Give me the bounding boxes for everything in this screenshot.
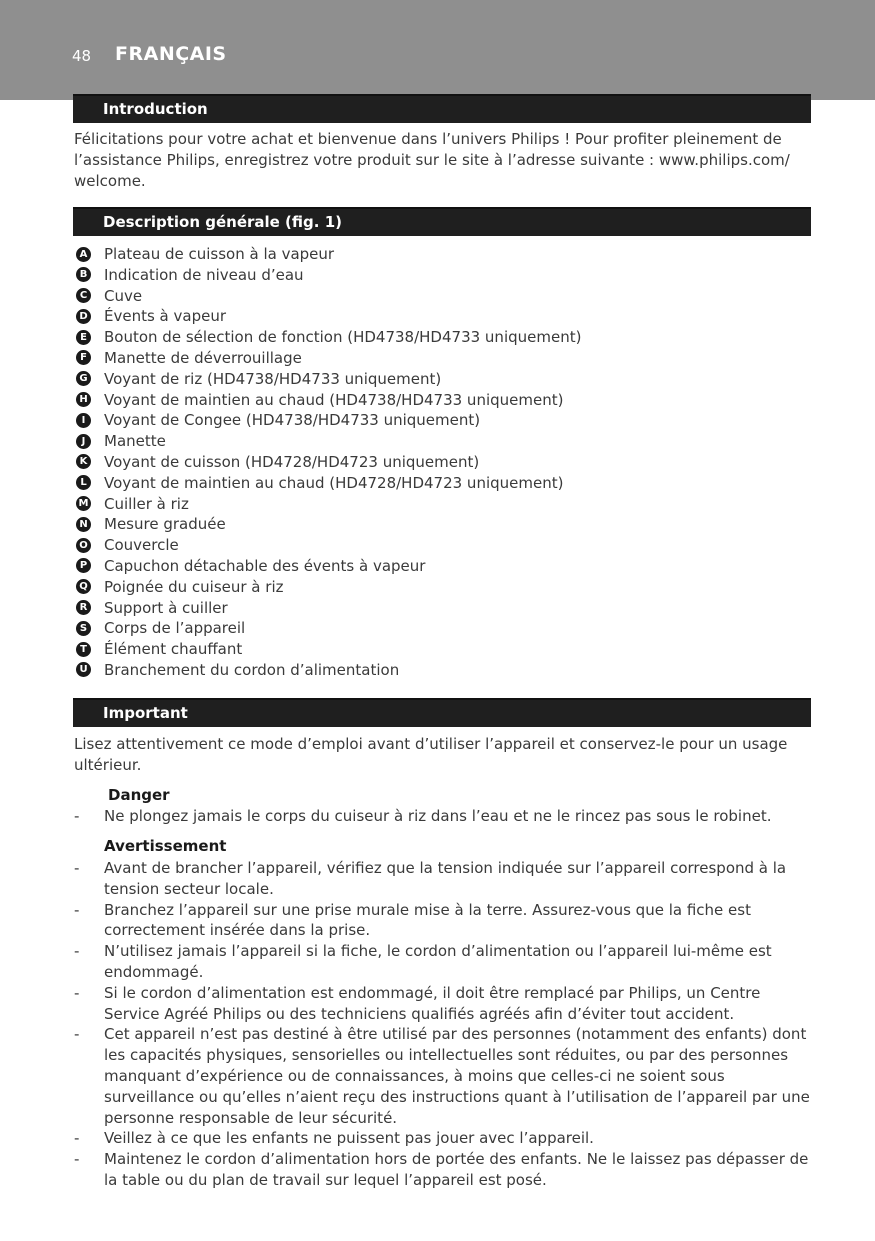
list-item-text: Poignée du cuiseur à riz [104, 577, 284, 596]
list-item [74, 452, 814, 473]
letter-badge: M [76, 496, 91, 511]
bullet-item [74, 1024, 814, 1128]
danger-heading: Danger [108, 786, 170, 804]
dash-marker: - [74, 983, 80, 1002]
list-item [74, 618, 814, 639]
letter-badge: G [76, 371, 91, 386]
letter-badge: L [76, 475, 91, 490]
list-item-text: Mesure graduée [104, 515, 226, 534]
letter-badge: N [76, 517, 91, 532]
bullet-item [74, 806, 814, 827]
section-title: Important [103, 704, 188, 722]
bullet-item [74, 1128, 814, 1149]
letter-badge: F [76, 350, 91, 365]
important-paragraph: Lisez attentivement ce mode d’emploi avant d’utiliser l’appareil et conservez-le pour un usage ultérieur. [74, 735, 788, 774]
letter-badge: A [76, 247, 91, 262]
list-item-text: Manette [104, 432, 166, 451]
bullet-item [74, 900, 814, 942]
letter-badge: T [76, 642, 91, 657]
list-item-text: Bouton de sélection de fonction (HD4738/HD4733 uniquement) [104, 328, 582, 347]
bullet-item [74, 1149, 814, 1191]
bullet-text: Avant de brancher l’appareil, vérifiez que la tension indiquée sur l’appareil correspond à la tension secteur locale. [104, 859, 787, 898]
list-item [74, 556, 814, 577]
list-item-text: Indication de niveau d’eau [104, 265, 304, 284]
list-item-text: Cuve [104, 286, 143, 305]
page-number: 48 [72, 47, 92, 65]
bullet-text: Maintenez le cordon d’alimentation hors de portée des enfants. Ne le laissez pas dépasser de la table ou du plan de travail sur lequel l’appareil est posé. [104, 1150, 809, 1189]
dash-marker: - [74, 942, 80, 961]
list-item-text: Manette de déverrouillage [104, 348, 302, 367]
list-item-text: Corps de l’appareil [104, 619, 246, 638]
letter-badge: I [76, 413, 91, 428]
letter-badge: P [76, 558, 91, 573]
list-item-text: Capuchon détachable des évents à vapeur [104, 556, 426, 575]
bullet-item [74, 983, 814, 1025]
list-item [74, 390, 814, 411]
warning-list [74, 858, 814, 1191]
parts-list [74, 244, 814, 681]
letter-badge: H [76, 392, 91, 407]
list-item [74, 369, 814, 390]
letter-badge: J [76, 434, 91, 449]
list-item-text: Évents à vapeur [104, 307, 227, 326]
section-bar-introduction [73, 94, 811, 123]
letter-badge: S [76, 621, 91, 636]
bullet-text: Si le cordon d’alimentation est endommagé, il doit être remplacé par Philips, un Centre Service Agréé Philips ou des techniciens qualifiés agréés afin d’éviter tout accident. [104, 983, 761, 1023]
danger-list [74, 806, 814, 827]
list-item-text: Couvercle [104, 536, 179, 555]
section-bar-important [73, 698, 811, 727]
list-item-text: Voyant de maintien au chaud (HD4738/HD4733 uniquement) [104, 390, 564, 409]
list-item-text: Voyant de maintien au chaud (HD4728/HD4723 uniquement) [104, 473, 564, 492]
list-item [74, 265, 814, 286]
letter-badge: R [76, 600, 91, 615]
bullet-text: Branchez l’appareil sur une prise murale mise à la terre. Assurez-vous que la fiche est correctement insérée dans la prise. [104, 900, 751, 940]
list-item [74, 660, 814, 681]
bullet-text: Cet appareil n’est pas destiné à être utilisé par des personnes (notamment des enfants) dont les capacités physiques, sensorielles ou intellectuelles sont réduites, ou par des personnes manquant d’expérience ou de connaissances, à moins que celles-ci ne soient sous surveillance ou qu’elles n’aient reçu des instructions quant à l’utilisation de l’appareil par une personne responsable de leur sécurité. [104, 1025, 810, 1127]
letter-badge: B [76, 267, 91, 282]
list-item-text: Support à cuiller [104, 598, 228, 617]
section-bar-description [73, 207, 811, 236]
list-item [74, 598, 814, 619]
dash-marker: - [74, 859, 80, 877]
bullet-text: N’utilisez jamais l’appareil si la fiche, le cordon d’alimentation ou l’appareil lui-même est endommagé. [104, 942, 772, 981]
page-header [0, 0, 875, 100]
dash-marker: - [74, 1150, 80, 1169]
list-item-text: Branchement du cordon d’alimentation [104, 660, 400, 679]
list-item-text: Voyant de riz (HD4738/HD4733 uniquement) [104, 369, 442, 388]
letter-badge: O [76, 538, 91, 553]
letter-badge: Q [76, 579, 91, 594]
list-item-text: Voyant de Congee (HD4738/HD4733 uniquement) [104, 411, 481, 430]
list-item-text: Élément chauffant [104, 640, 243, 659]
bullet-text: Veillez à ce que les enfants ne puissent pas jouer avec l’appareil. [104, 1129, 594, 1148]
list-item-text: Voyant de cuisson (HD4728/HD4723 uniquement) [104, 452, 480, 471]
bullet-item [74, 858, 814, 900]
list-item [74, 348, 814, 369]
language-title: FRANÇAIS [115, 43, 227, 65]
list-item [74, 244, 814, 265]
dash-marker: - [74, 1025, 80, 1044]
list-item [74, 473, 814, 494]
dash-marker: - [74, 900, 80, 919]
list-item [74, 535, 814, 556]
list-item [74, 306, 814, 327]
list-item [74, 327, 814, 348]
section-title: Description générale (fig. 1) [103, 213, 342, 231]
letter-badge: U [76, 662, 91, 677]
intro-paragraph: Félicitations pour votre achat et bienvenue dans l’univers Philips ! Pour profiter pleinement de l’assistance Philips, enregistrez votre produit sur le site à l’adresse suivante : www.philips.com/ welcome. [74, 130, 790, 190]
bullet-text: Ne plongez jamais le corps du cuiseur à riz dans l’eau et ne le rincez pas sous le robinet. [104, 807, 772, 825]
list-item [74, 410, 814, 431]
dash-marker: - [74, 807, 80, 825]
list-item [74, 286, 814, 307]
list-item [74, 639, 814, 660]
list-item [74, 431, 814, 452]
list-item [74, 494, 814, 515]
section-title: Introduction [103, 100, 208, 118]
letter-badge: K [76, 454, 91, 469]
list-item-text: Cuiller à riz [104, 494, 189, 513]
letter-badge: E [76, 330, 91, 345]
list-item-text: Plateau de cuisson à la vapeur [104, 245, 335, 263]
list-item [74, 514, 814, 535]
letter-badge: C [76, 288, 91, 303]
dash-marker: - [74, 1129, 80, 1148]
list-item [74, 577, 814, 598]
bullet-item [74, 941, 814, 983]
warning-heading: Avertissement [104, 837, 227, 855]
letter-badge: D [76, 309, 91, 324]
